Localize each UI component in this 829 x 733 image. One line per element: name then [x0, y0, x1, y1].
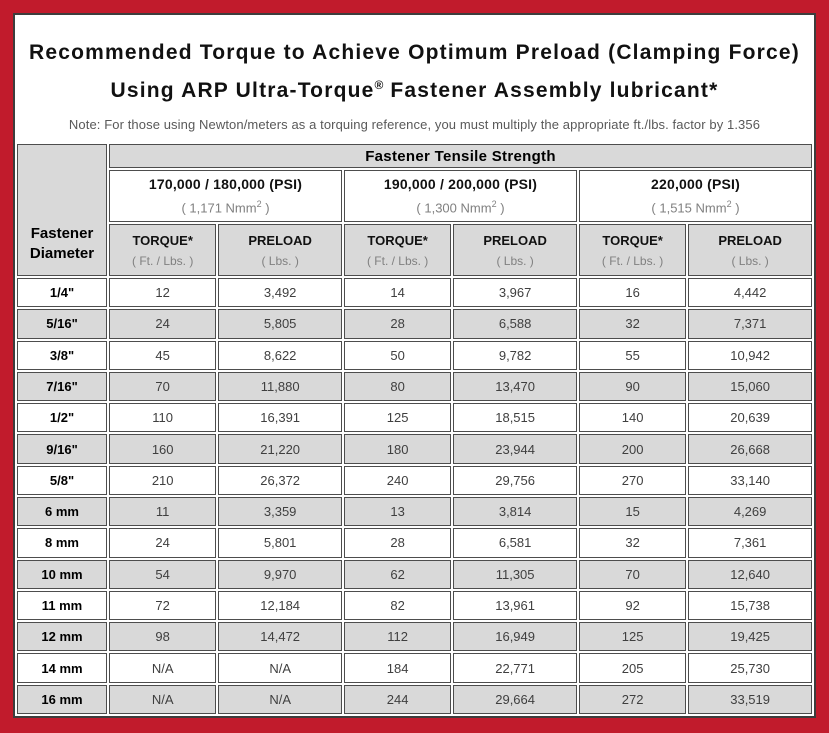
fastener-diameter-cell: 7/16": [17, 372, 107, 401]
preload-value-cell: 22,771: [453, 653, 577, 682]
table-row: [17, 622, 812, 651]
torque-value-cell: 15: [579, 497, 686, 526]
torque-value-cell: 140: [579, 403, 686, 432]
torque-value-cell: 240: [344, 466, 451, 495]
torque-value-cell: 24: [109, 309, 216, 338]
torque-header-2: TORQUE* ( Ft. / Lbs. ): [344, 224, 451, 276]
torque-value-cell: 32: [579, 528, 686, 557]
preload-value-cell: 13,470: [453, 372, 577, 401]
preload-value-cell: 11,880: [218, 372, 342, 401]
fastener-diameter-header: Fastener Diameter: [17, 144, 107, 276]
torque-value-cell: 12: [109, 278, 216, 307]
fastener-diameter-cell: 9/16": [17, 434, 107, 463]
torque-value-cell: 62: [344, 560, 451, 589]
table-row: [17, 466, 812, 495]
torque-value-cell: 50: [344, 341, 451, 370]
conversion-note: Note: For those using Newton/meters as a torquing reference, you must multiply the appropriate ft./lbs. factor by 1.356: [68, 117, 761, 132]
title-line-1: Recommended Torque to Achieve Optimum Preload (Clamping Force): [29, 41, 800, 64]
preload-value-cell: 23,944: [453, 434, 577, 463]
torque-value-cell: 82: [344, 591, 451, 620]
preload-value-cell: 14,472: [218, 622, 342, 651]
preload-value-cell: 20,639: [688, 403, 812, 432]
torque-value-cell: 70: [579, 560, 686, 589]
table-row: [17, 653, 812, 682]
table-row: [17, 434, 812, 463]
psi-group-220: 220,000 (PSI) ( 1,515 Nmm$^2$ ): [579, 170, 812, 222]
torque-value-cell: 70: [109, 372, 216, 401]
table-row: [17, 309, 812, 338]
tensile-strength-title: Fastener Tensile Strength: [109, 144, 812, 168]
fastener-diameter-cell: 10 mm: [17, 560, 107, 589]
table-row: [17, 497, 812, 526]
fastener-diameter-cell: 1/4": [17, 278, 107, 307]
preload-value-cell: 7,361: [688, 528, 812, 557]
torque-value-cell: 184: [344, 653, 451, 682]
preload-value-cell: 3,814: [453, 497, 577, 526]
registered-trademark-symbol: ®: [374, 78, 384, 92]
fastener-diameter-cell: 1/2": [17, 403, 107, 432]
preload-value-cell: N/A: [218, 685, 342, 714]
preload-value-cell: N/A: [218, 653, 342, 682]
preload-value-cell: 3,492: [218, 278, 342, 307]
torque-value-cell: 72: [109, 591, 216, 620]
preload-value-cell: 26,372: [218, 466, 342, 495]
fastener-diameter-cell: 5/8": [17, 466, 107, 495]
torque-value-cell: 28: [344, 528, 451, 557]
preload-value-cell: 33,519: [688, 685, 812, 714]
psi-group-170-180: 170,000 / 180,000 (PSI) ( 1,171 Nmm$^2$ ): [109, 170, 342, 222]
torque-value-cell: N/A: [109, 685, 216, 714]
fastener-diameter-cell: 14 mm: [17, 653, 107, 682]
preload-header-2: PRELOAD ( Lbs. ): [453, 224, 577, 276]
preload-value-cell: 5,801: [218, 528, 342, 557]
preload-value-cell: 21,220: [218, 434, 342, 463]
preload-value-cell: 11,305: [453, 560, 577, 589]
torque-value-cell: 244: [344, 685, 451, 714]
fastener-diameter-cell: 16 mm: [17, 685, 107, 714]
psi-group-header-row: [17, 170, 812, 222]
preload-value-cell: 26,668: [688, 434, 812, 463]
torque-value-cell: 180: [344, 434, 451, 463]
preload-value-cell: 8,622: [218, 341, 342, 370]
content-frame: [13, 13, 816, 718]
table-row: [17, 278, 812, 307]
preload-value-cell: 6,581: [453, 528, 577, 557]
torque-value-cell: 205: [579, 653, 686, 682]
preload-value-cell: 13,961: [453, 591, 577, 620]
torque-value-cell: 110: [109, 403, 216, 432]
torque-spec-table: [15, 142, 814, 716]
preload-header-3: PRELOAD ( Lbs. ): [688, 224, 812, 276]
header-area: [15, 15, 814, 142]
preload-value-cell: 9,782: [453, 341, 577, 370]
preload-value-cell: 16,949: [453, 622, 577, 651]
torque-value-cell: 270: [579, 466, 686, 495]
torque-value-cell: 13: [344, 497, 451, 526]
preload-value-cell: 25,730: [688, 653, 812, 682]
torque-value-cell: 32: [579, 309, 686, 338]
torque-value-cell: 125: [344, 403, 451, 432]
preload-value-cell: 33,140: [688, 466, 812, 495]
preload-value-cell: 4,442: [688, 278, 812, 307]
torque-value-cell: 14: [344, 278, 451, 307]
fastener-diameter-cell: 12 mm: [17, 622, 107, 651]
table-row: [17, 403, 812, 432]
tensile-strength-header-row: [17, 144, 812, 168]
torque-value-cell: 45: [109, 341, 216, 370]
torque-value-cell: 160: [109, 434, 216, 463]
title-line-2: Using ARP Ultra-Torque® Fastener Assembly lubricant*: [110, 78, 719, 102]
preload-value-cell: 12,640: [688, 560, 812, 589]
preload-header-1: PRELOAD ( Lbs. ): [218, 224, 342, 276]
table-row: [17, 560, 812, 589]
torque-value-cell: N/A: [109, 653, 216, 682]
torque-value-cell: 80: [344, 372, 451, 401]
preload-value-cell: 29,756: [453, 466, 577, 495]
fastener-diameter-cell: 11 mm: [17, 591, 107, 620]
torque-value-cell: 55: [579, 341, 686, 370]
torque-value-cell: 112: [344, 622, 451, 651]
torque-header-1: TORQUE* ( Ft. / Lbs. ): [109, 224, 216, 276]
torque-value-cell: 210: [109, 466, 216, 495]
preload-value-cell: 4,269: [688, 497, 812, 526]
preload-value-cell: 15,738: [688, 591, 812, 620]
fastener-diameter-cell: 3/8": [17, 341, 107, 370]
torque-value-cell: 90: [579, 372, 686, 401]
preload-value-cell: 18,515: [453, 403, 577, 432]
preload-value-cell: 6,588: [453, 309, 577, 338]
table-row: [17, 528, 812, 557]
torque-value-cell: 92: [579, 591, 686, 620]
preload-value-cell: 10,942: [688, 341, 812, 370]
measure-header-row: [17, 224, 812, 276]
table-row: [17, 341, 812, 370]
preload-value-cell: 9,970: [218, 560, 342, 589]
fastener-diameter-cell: 6 mm: [17, 497, 107, 526]
table-row: [17, 591, 812, 620]
torque-value-cell: 125: [579, 622, 686, 651]
fastener-diameter-cell: 5/16": [17, 309, 107, 338]
preload-value-cell: 16,391: [218, 403, 342, 432]
torque-value-cell: 11: [109, 497, 216, 526]
torque-value-cell: 98: [109, 622, 216, 651]
preload-value-cell: 12,184: [218, 591, 342, 620]
table-row: [17, 372, 812, 401]
page-title: [15, 37, 814, 107]
torque-value-cell: 200: [579, 434, 686, 463]
torque-value-cell: 16: [579, 278, 686, 307]
table-row: [17, 685, 812, 714]
torque-value-cell: 28: [344, 309, 451, 338]
preload-value-cell: 29,664: [453, 685, 577, 714]
preload-value-cell: 5,805: [218, 309, 342, 338]
torque-value-cell: 272: [579, 685, 686, 714]
preload-value-cell: 15,060: [688, 372, 812, 401]
psi-group-190-200: 190,000 / 200,000 (PSI) ( 1,300 Nmm$^2$ ): [344, 170, 577, 222]
preload-value-cell: 7,371: [688, 309, 812, 338]
torque-header-3: TORQUE* ( Ft. / Lbs. ): [579, 224, 686, 276]
torque-value-cell: 54: [109, 560, 216, 589]
torque-value-cell: 24: [109, 528, 216, 557]
fastener-diameter-cell: 8 mm: [17, 528, 107, 557]
preload-value-cell: 3,359: [218, 497, 342, 526]
preload-value-cell: 3,967: [453, 278, 577, 307]
preload-value-cell: 19,425: [688, 622, 812, 651]
